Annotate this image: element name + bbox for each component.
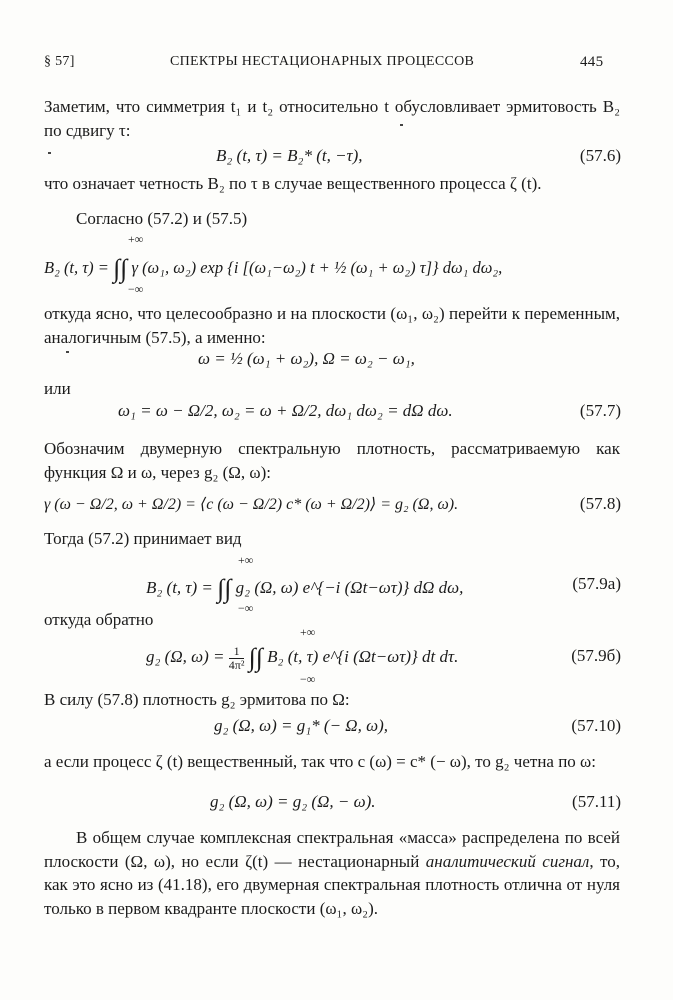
equation-57-7: ω₁ = ω − Ω/2, ω₂ = ω + Ω/2, dω₁ dω₂ = dΩ dω. <box>118 401 453 420</box>
running-title: СПЕКТРЫ НЕСТАЦИОНАРНЫХ ПРОЦЕССОВ <box>170 54 475 69</box>
equation-b2-body: γ (ω₁, ω₂) exp {i [(ω₁−ω₂) t + ½ (ω₁ + ω₂) τ]} dω₁ dω₂, <box>131 257 503 277</box>
paragraph-8: откуда обратно <box>44 610 154 629</box>
equation-57-10: g₂ (Ω, ω) = g₁* (− Ω, ω), <box>214 716 389 735</box>
print-speck <box>66 351 69 353</box>
paragraph-10: а если процесс ζ (t) вещественный, так что c (ω) = c* (− ω), то g₂ четна по ω: <box>44 752 596 771</box>
equation-b2-lhs: B₂ (t, τ) = <box>44 257 109 277</box>
integral-lower-limit-9a: −∞ <box>238 601 254 615</box>
integral-lower-limit-9b: −∞ <box>300 672 316 686</box>
paragraph-7: Тогда (57.2) принимает вид <box>44 529 242 548</box>
paragraph-6: Обозначим двумерную спектральную плотность, рассматриваемую как функция Ω и ω, через g₂ (Ω, ω): <box>44 439 620 482</box>
equation-57-11: g₂ (Ω, ω) = g₂ (Ω, − ω). <box>210 792 376 811</box>
paragraph-3: Согласно (57.2) и (57.5) <box>76 209 248 228</box>
equation-57-6: B₂ (t, τ) = B₂* (t, −τ), <box>216 146 363 165</box>
equation-omega-definitions: ω = ½ (ω₁ + ω₂), Ω = ω₂ − ω₁, <box>198 349 415 368</box>
equation-57-9b-lhs: g₂ (Ω, ω) = <box>146 646 225 666</box>
paragraph-1: Заметим, что симметрия t₁ и t₂ относительно t обусловливает эрмитовость B₂ по сдвигу τ: <box>44 97 620 140</box>
equation-57-8: γ (ω − Ω/2, ω + Ω/2) = ⟨c (ω − Ω/2) c* (ω + Ω/2)⟩ = g₂ (Ω, ω). <box>44 496 459 513</box>
equation-number-57-6: (57.6) <box>579 146 621 165</box>
paragraph-5: или <box>44 379 71 398</box>
paragraph-11-part-b: , то, как это ясно из (41.18), его двумерная спектральная плотность отлична от нуля только в первом квадранте плоскости (ω₁, ω₂). <box>44 851 620 918</box>
equation-number-57-11: (57.11) <box>572 792 621 811</box>
section-marker: § 57] <box>44 54 75 69</box>
equation-57-9a <box>146 574 463 604</box>
print-speck <box>48 152 51 154</box>
paragraph-9: В силу (57.8) плотность g₂ эрмитова по Ω: <box>44 690 350 709</box>
analytic-signal-term: аналитический сигнал <box>425 851 590 871</box>
equation-57-9b <box>146 643 458 673</box>
equation-57-9a-lhs: B₂ (t, τ) = <box>146 577 213 597</box>
paragraph-11 <box>44 826 620 920</box>
equation-number-57-10: (57.10) <box>571 716 621 735</box>
fraction-numerator: 1 <box>233 643 240 658</box>
paragraph-4: откуда ясно, что целесообразно и на плоскости (ω₁, ω₂) перейти к переменным, аналогичным (57.5), а именно: <box>44 304 620 347</box>
integral-lower-limit: −∞ <box>128 282 144 296</box>
equation-number-57-8: (57.8) <box>579 494 621 513</box>
equation-57-9b-body: B₂ (t, τ) e^{i (Ωt−ωτ)} dt dτ. <box>267 646 459 666</box>
double-integral-sign-9b: ∫∫ <box>248 643 263 672</box>
page-number: 445 <box>580 54 604 70</box>
equation-57-9a-body: g₂ (Ω, ω) e^{−i (Ωt−ωτ)} dΩ dω, <box>235 577 464 597</box>
integral-upper-limit: +∞ <box>128 232 144 246</box>
fraction-one-over-4pi2 <box>229 645 245 672</box>
equation-number-57-9a: (57.9а) <box>572 574 621 593</box>
equation-b2-integral <box>44 254 502 284</box>
integral-upper-limit-9b: +∞ <box>300 625 316 639</box>
equation-number-57-9b: (57.9б) <box>571 646 621 665</box>
double-integral-sign-9a: ∫∫ <box>217 574 232 603</box>
integral-upper-limit-9a: +∞ <box>238 553 254 567</box>
equation-number-57-7: (57.7) <box>579 401 621 420</box>
fraction-denominator: 4π² <box>228 657 245 672</box>
paragraph-2: что означает четность B₂ по τ в случае вещественного процесса ζ (t). <box>44 174 542 193</box>
print-speck <box>400 124 403 126</box>
double-integral-sign: ∫∫ <box>113 254 128 283</box>
paragraph-11-part-a: В общем случае комплексная спектральная «масса» распределена по всей плоскости (Ω, ω), но если ζ(t) — нестационарный <box>44 828 620 871</box>
